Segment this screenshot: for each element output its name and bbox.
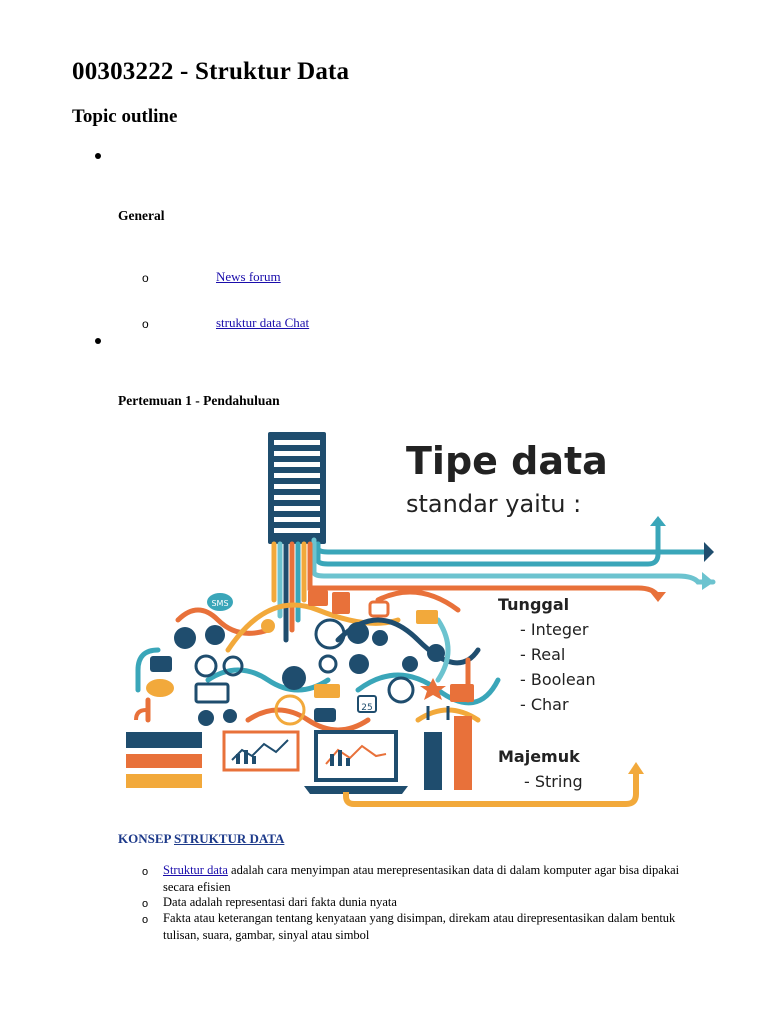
svg-text:- Integer: - Integer — [520, 620, 589, 639]
target-icon — [320, 656, 336, 672]
at-icon — [389, 678, 413, 702]
news-forum-link[interactable]: News forum — [216, 269, 281, 284]
tower-icon — [454, 716, 472, 790]
svg-text:- Char: - Char — [520, 695, 569, 714]
svg-text:SMS: SMS — [211, 599, 229, 608]
list-item: Data adalah representasi dari fakta dunia nyata — [163, 895, 397, 909]
section-bullet-pertemuan — [95, 338, 101, 344]
list-marker: o — [142, 898, 149, 910]
search-icon — [196, 656, 216, 676]
dollar-icon — [282, 666, 306, 690]
section-heading-general: General — [118, 208, 165, 223]
chat-link[interactable]: struktur data Chat — [216, 315, 310, 330]
folder-icon — [308, 590, 328, 606]
map-icon — [427, 644, 445, 662]
gear-icon — [402, 656, 418, 672]
bug-icon — [347, 622, 369, 644]
list-marker: o — [142, 271, 149, 285]
list-marker: o — [142, 914, 149, 926]
list-item — [163, 862, 708, 895]
konsep-prefix: KONSEP — [118, 831, 171, 846]
briefcase-icon — [450, 684, 474, 702]
chat-bubble-icon — [174, 627, 196, 649]
arrow-up-icon — [628, 762, 644, 774]
konsep-heading — [118, 831, 284, 847]
struktur-data-inline-link[interactable]: Struktur data — [163, 863, 228, 877]
back-icon — [314, 708, 336, 722]
arrow-right-icon — [702, 572, 714, 590]
arrow-down-icon — [650, 592, 666, 602]
gear-icon — [223, 709, 237, 723]
arrow-up-icon — [650, 516, 666, 526]
tower-icon — [424, 732, 442, 790]
globe-icon — [316, 620, 344, 648]
storage-device-icon — [126, 732, 202, 788]
card-icon — [196, 684, 228, 702]
sms-icon — [207, 593, 233, 611]
svg-text:25: 25 — [361, 703, 373, 713]
bulb-icon — [261, 619, 275, 633]
chat-bubble-icon — [205, 625, 225, 645]
svg-text:Tunggal: Tunggal — [498, 595, 570, 614]
svg-text:standar yaitu :: standar yaitu : — [406, 490, 582, 518]
svg-text:- Boolean: - Boolean — [520, 670, 596, 689]
robot-icon — [150, 656, 172, 672]
gear-icon — [372, 630, 388, 646]
arrow-right-icon — [704, 542, 714, 562]
list-marker: o — [142, 317, 149, 331]
list-item: Fakta atau keterangan tentang kenyataan yang disimpan, direkam atau direpresentasikan dalam bentuk tulisan, suara, gambar, sinyal atau simbol — [163, 911, 676, 942]
struktur-data-link[interactable]: STRUKTUR DATA — [174, 831, 285, 846]
section-bullet-general — [95, 153, 101, 159]
svg-text:- Real: - Real — [520, 645, 566, 664]
svg-text:Majemuk: Majemuk — [498, 747, 580, 766]
topic-outline-heading: Topic outline — [72, 106, 178, 127]
folder-icon — [314, 684, 340, 698]
rss-icon — [370, 602, 388, 616]
mail-icon — [416, 610, 438, 624]
laptop-chart-icon — [224, 732, 298, 770]
list-marker: o — [142, 866, 149, 878]
svg-text:Tipe data: Tipe data — [406, 439, 608, 483]
point-text: adalah cara menyimpan atau merepresentasikan data di dalam komputer agar bisa dipakai secara efisien — [163, 863, 680, 894]
section-heading-pertemuan: Pertemuan 1 - Pendahuluan — [118, 393, 280, 408]
calculator-icon — [332, 592, 350, 614]
page-title: 00303222 - Struktur Data — [72, 58, 350, 85]
tipe-data-infographic — [118, 420, 718, 810]
speech-bubble-icon — [146, 679, 174, 697]
bird-icon — [349, 654, 369, 674]
svg-text:- String: - String — [524, 772, 583, 791]
laptop-icon — [304, 732, 408, 794]
server-icon — [268, 432, 326, 544]
gear-icon — [198, 710, 214, 726]
